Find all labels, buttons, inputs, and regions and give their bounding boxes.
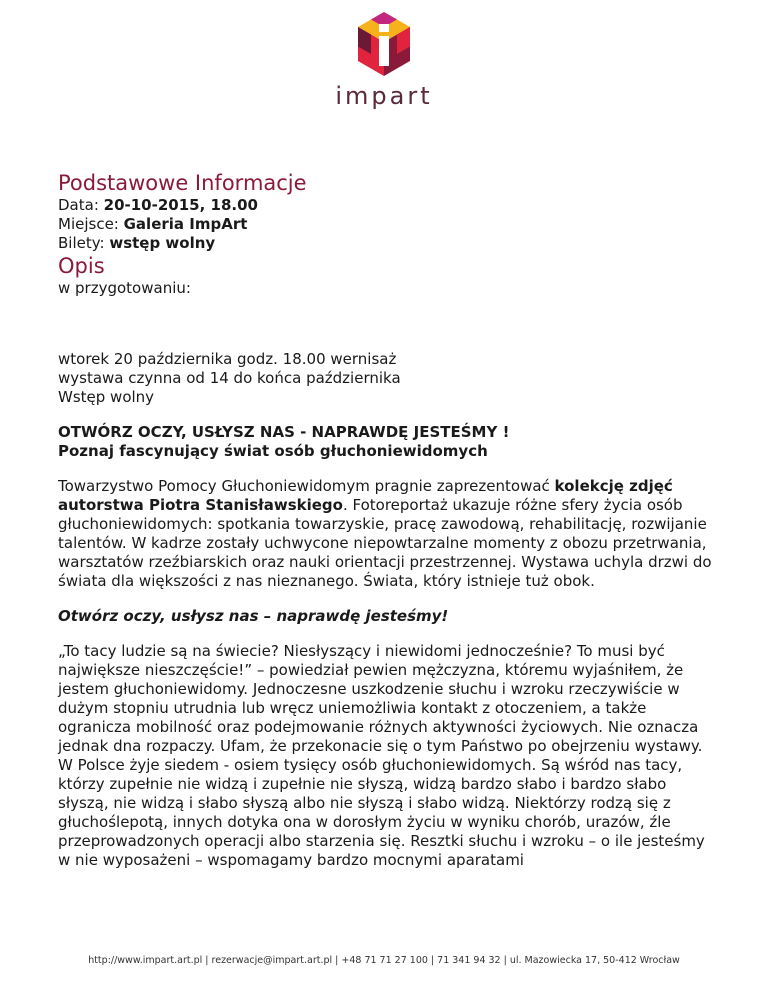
place-line xyxy=(58,215,718,234)
footer-contact: http://www.impart.art.pl | rezerwacje@impart.art.pl | +48 71 71 27 100 | 71 341 94 32 | ul. Mazowiecka 17, 50-412 Wrocław xyxy=(88,955,680,966)
place-label: Miejsce: xyxy=(58,215,124,233)
main-content xyxy=(58,170,718,870)
place-value: Galeria ImpArt xyxy=(123,215,248,233)
italic-heading: Otwórz oczy, usłysz nas – naprawdę jesteśmy! xyxy=(58,607,449,625)
headline-sub: Poznaj fascynujący świat osób głuchoniewidomych xyxy=(58,442,488,460)
header-logo xyxy=(0,10,768,110)
photographer-highlight: kolekcję zdjęć autorstwa Piotra Stanisławskiego xyxy=(58,477,673,514)
paragraph-statistics: W Polsce żyje siedem - osiem tysięcy osób głuchoniewidomych. Są wśród nas tacy, którzy zupełnie nie widzą i zupełnie nie słyszą, widzą bardzo słabo i bardzo słabo słyszą, nie widzą i słabo słyszą albo nie słyszą i słabo widzą. Niektórzy rodzą się z głuchoślepotą, innych dotyka ona w dorosłym życiu w wyniku chorób, urazów, źle przeprowadzonych operacji albo starzenia się. Resztki słuchu i wzroku – o ile jesteśmy w nie wyposażeni – wspomagamy bardzo mocnymi aparatami xyxy=(58,756,705,869)
schedule-line: wystawa czynna od 14 do końca października xyxy=(58,369,401,387)
logo-wordmark: impart xyxy=(335,82,433,110)
opis-intro: w przygotowaniu: xyxy=(58,279,191,297)
tickets-line xyxy=(58,234,718,253)
headline-main: OTWÓRZ OCZY, USŁYSZ NAS - NAPRAWDĘ JESTEŚMY ! xyxy=(58,423,510,441)
paragraph-text: Towarzystwo Pomocy Głuchoniewidomym pragnie zaprezentować xyxy=(58,477,555,495)
date-line xyxy=(58,196,718,215)
paragraph-intro xyxy=(58,477,718,591)
schedule-line: Wstęp wolny xyxy=(58,388,155,406)
paragraph-text: . Fotoreportaż ukazuje różne sfery życia osób głuchoniewidomych: spotkania towarzyskie, pracę zawodową, rehabilitację, rozwijanie talentów. W kadrze zostały uchwycone niepowtarzalne momenty z obozu przetrwania, warsztatów rzeźbiarskich oraz nauki orientacji przestrzennej. Wystawa uchyla drzwi do świata dla większości z nas nieznanego. Świata, który istnieje tuż obok. xyxy=(58,496,712,590)
opis-section-title: Opis xyxy=(58,254,105,278)
info-section-title: Podstawowe Informacje xyxy=(58,171,307,195)
tickets-value: wstęp wolny xyxy=(109,234,216,252)
paragraph-quote: „To tacy ludzie są na świecie? Niesłyszący i niewidomi jednocześnie? To musi być największe nieszczęście!” – powiedział pewien mężczyzna, któremu wyjaśniłem, że jestem głuchoniewidomy. Jednoczesne uszkodzenie słuchu i wzroku rzeczywiście w dużym stopniu utrudnia lub wręcz uniemożliwia kontakt z otoczeniem, a także ogranicza mobilność oraz podejmowanie różnych aktywności życiowych. Nie oznacza jednak dna rozpaczy. Ufam, że przekonacie się o tym Państwo po obejrzeniu wystawy. xyxy=(58,642,703,755)
impart-logo-icon xyxy=(354,10,414,80)
schedule-line: wtorek 20 października godz. 18.00 wernisaż xyxy=(58,350,397,368)
date-value: 20-10-2015, 18.00 xyxy=(103,196,258,214)
tickets-label: Bilety: xyxy=(58,234,110,252)
date-label: Data: xyxy=(58,196,104,214)
